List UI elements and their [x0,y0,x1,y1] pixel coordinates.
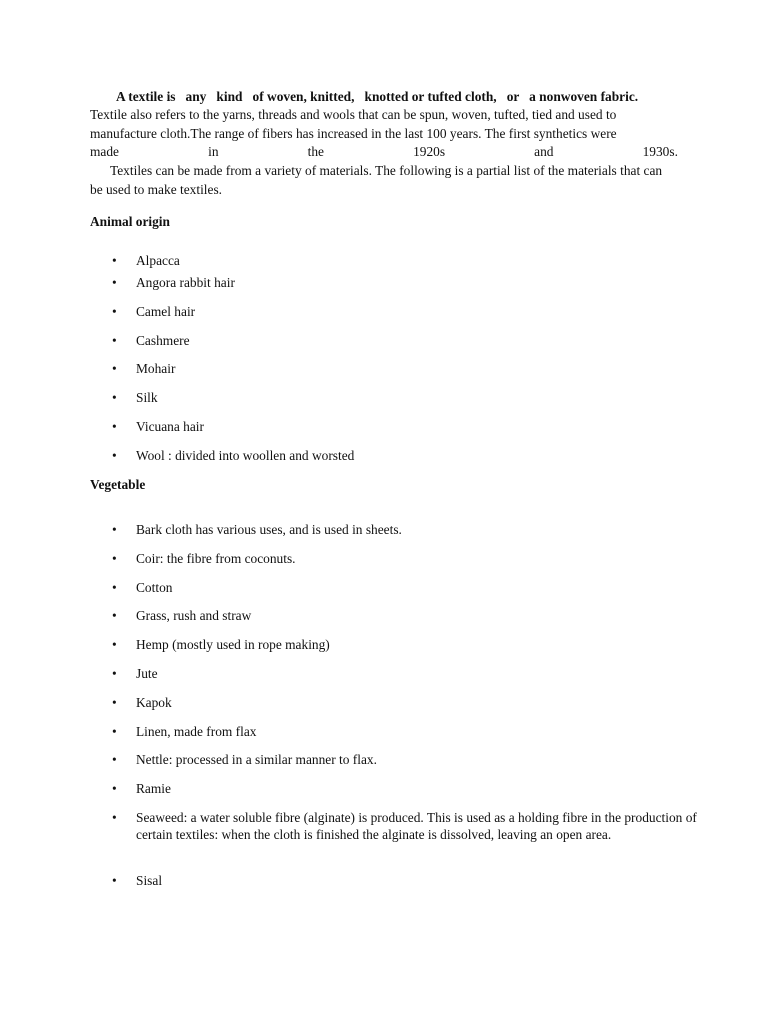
list-item [90,252,724,269]
list-item [90,780,724,797]
bullet-icon: • [112,390,117,405]
bullet-icon: • [112,637,117,652]
list-item-text: Bark cloth has various uses, and is used in sheets. [136,522,402,537]
list-item-text: Angora rabbit hair [136,275,235,290]
list-item [90,418,724,435]
bullet-icon: • [112,608,117,623]
intro-word: 1930s. [642,144,678,159]
bullet-icon: • [112,873,117,888]
list-item-text: Hemp (mostly used in rope making) [136,637,330,652]
list-item [90,389,724,406]
list-item [90,521,724,538]
list-item [90,360,724,377]
list-item [90,607,724,624]
intro-line-4 [90,143,678,162]
bullet-icon: • [112,810,117,825]
list-item-text: Camel hair [136,304,196,319]
list-item-text: Vicuana hair [136,419,204,434]
list-item-text: Cashmere [136,333,190,348]
animal-origin-heading: Animal origin [90,214,170,229]
list-item-text: Linen, made from flax [136,724,257,739]
bullet-icon: • [112,781,117,796]
list-item [90,274,724,291]
intro-word: the [307,144,324,159]
bullet-icon: • [112,551,117,566]
bullet-icon: • [112,752,117,767]
list-item [90,872,724,889]
list-item-text: Seaweed: a water soluble fibre (alginate) is produced. This is used as a holding fibre in the production of certain textiles: when the cloth is finished the alginate is dissolved, leaving an open area. [136,810,697,842]
list-item-text: Nettle: processed in a similar manner to flax. [136,752,377,767]
intro-word: and [534,144,554,159]
list-item [90,723,724,740]
list-item-text: Cotton [136,580,173,595]
list-item [90,332,724,349]
intro-line-3: manufacture cloth.The range of fibers has increased in the last 100 years. The first synthetics were [90,126,617,141]
list-item [90,751,724,768]
list-item [90,694,724,711]
bullet-icon: • [112,275,117,290]
bullet-icon: • [112,361,117,376]
list-item [90,447,724,464]
list-item-text: Silk [136,390,158,405]
intro-word: in [208,144,219,159]
list-item [90,550,724,567]
list-item-text: Ramie [136,781,171,796]
bullet-icon: • [112,419,117,434]
bullet-icon: • [112,522,117,537]
bullet-icon: • [112,724,117,739]
list-item-text: Kapok [136,695,172,710]
intro-paragraph-2: Textiles can be made from a variety of materials. The following is a partial list of the materials that can be used to make textiles. [90,163,663,197]
list-item-text: Mohair [136,361,176,376]
list-item [90,665,724,682]
list-item-text: Jute [136,666,158,681]
vegetable-heading: Vegetable [90,477,146,492]
intro-line-2: Textile also refers to the yarns, threads and wools that can be spun, woven, tufted, tied and used to [90,107,617,122]
list-item-text: Wool : divided into woollen and worsted [136,448,355,463]
list-item-text: Coir: the fibre from coconuts. [136,551,296,566]
list-item [90,636,724,653]
intro-line-1: A textile is any kind of woven, knitted, knotted or tufted cloth, or a nonwoven fabric. [116,89,639,104]
list-item-text: Alpacca [136,253,180,268]
list-item [90,579,724,596]
list-item [90,809,724,843]
intro-word: made [90,144,119,159]
bullet-icon: • [112,253,117,268]
bullet-icon: • [112,666,117,681]
bullet-icon: • [112,580,117,595]
bullet-icon: • [112,448,117,463]
bullet-icon: • [112,695,117,710]
intro-word: 1920s [413,144,446,159]
list-item-text: Sisal [136,873,163,888]
list-item [90,303,724,320]
bullet-icon: • [112,333,117,348]
bullet-icon: • [112,304,117,319]
list-item-text: Grass, rush and straw [136,608,252,623]
